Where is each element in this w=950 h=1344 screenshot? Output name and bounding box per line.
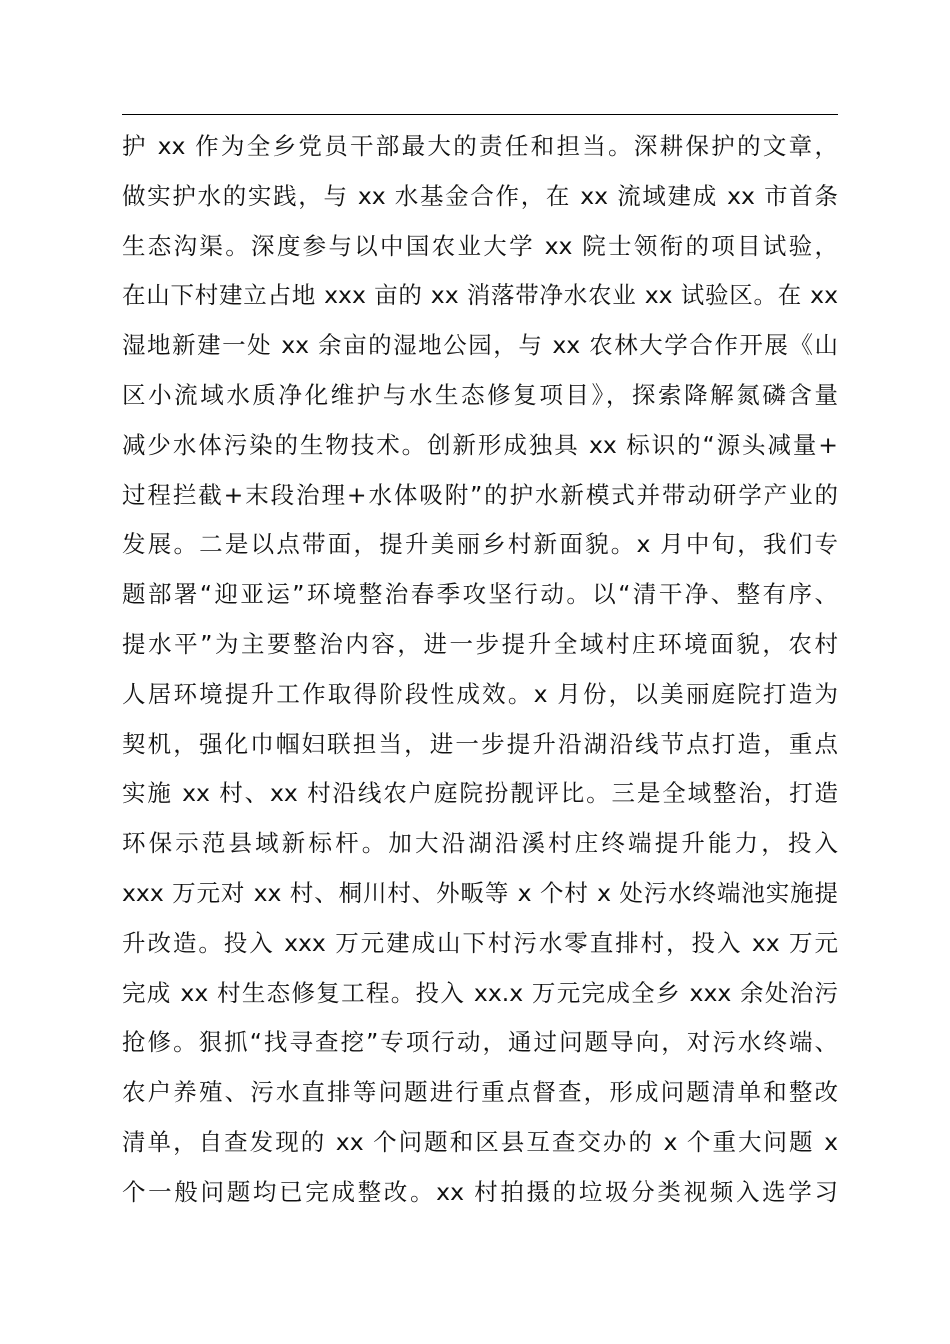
text-line: 护 xx 作为全乡党员干部最大的责任和担当。深耕保护的文章， (122, 132, 838, 160)
text-line: 湿地新建一处 xx 余亩的湿地公园，与 xx 农林大学合作开展《山 (122, 331, 838, 360)
text-line: 在山下村建立占地 xxx 亩的 xx 消落带净水农业 xx 试验区。在 xx (122, 281, 838, 310)
text-line: 做实护水的实践，与 xx 水基金合作，在 xx 流域建成 xx 市首条 (122, 181, 838, 210)
text-line: xxx 万元对 xx 村、桐川村、外畈等 x 个村 x 处污水终端池实施提 (122, 878, 838, 907)
text-line: 提水平”为主要整治内容，进一步提升全域村庄环境面貌，农村 (122, 629, 838, 658)
text-line: 农户养殖、污水直排等问题进行重点督查，形成问题清单和整改 (122, 1078, 838, 1107)
text-line: 环保示范县域新标杆。加大沿湖沿溪村庄终端提升能力，投入 (122, 829, 838, 858)
text-line: 清单，自查发现的 xx 个问题和区县互查交办的 x 个重大问题 x (122, 1127, 838, 1156)
text-line: 生态沟渠。深度参与以中国农业大学 xx 院士领衔的项目试验， (122, 231, 838, 260)
text-line: 过程拦截+末段治理+水体吸附”的护水新模式并带动研学产业的 (122, 480, 838, 509)
text-line: 完成 xx 村生态修复工程。投入 xx.x 万元完成全乡 xxx 余处治污 (122, 978, 838, 1007)
text-line: 减少水体污染的生物技术。创新形成独具 xx 标识的“源头减量+ (122, 430, 838, 459)
text-line: 区小流域水质净化维护与水生态修复项目》，探索降解氮磷含量 (122, 380, 838, 409)
header-rule (122, 114, 838, 115)
text-line: 契机，强化巾帼妇联担当，进一步提升沿湖沿线节点打造，重点 (122, 729, 838, 758)
text-line: 发展。二是以点带面，提升美丽乡村新面貌。x 月中旬，我们专 (122, 530, 838, 559)
text-line: 人居环境提升工作取得阶段性成效。x 月份，以美丽庭院打造为 (122, 679, 838, 708)
text-line: 抢修。狠抓“找寻查挖”专项行动，通过问题导向，对污水终端、 (122, 1028, 838, 1057)
text-line: 个一般问题均已完成整改。xx 村拍摄的垃圾分类视频入选学习 (122, 1177, 838, 1206)
body-text (122, 122, 838, 1218)
text-line: 实施 xx 村、xx 村沿线农户庭院扮靓评比。三是全域整治，打造 (122, 779, 838, 808)
text-line: 升改造。投入 xxx 万元建成山下村污水零直排村，投入 xx 万元 (122, 928, 838, 957)
text-line: 题部署“迎亚运”环境整治春季攻坚行动。以“清干净、整有序、 (122, 580, 838, 609)
